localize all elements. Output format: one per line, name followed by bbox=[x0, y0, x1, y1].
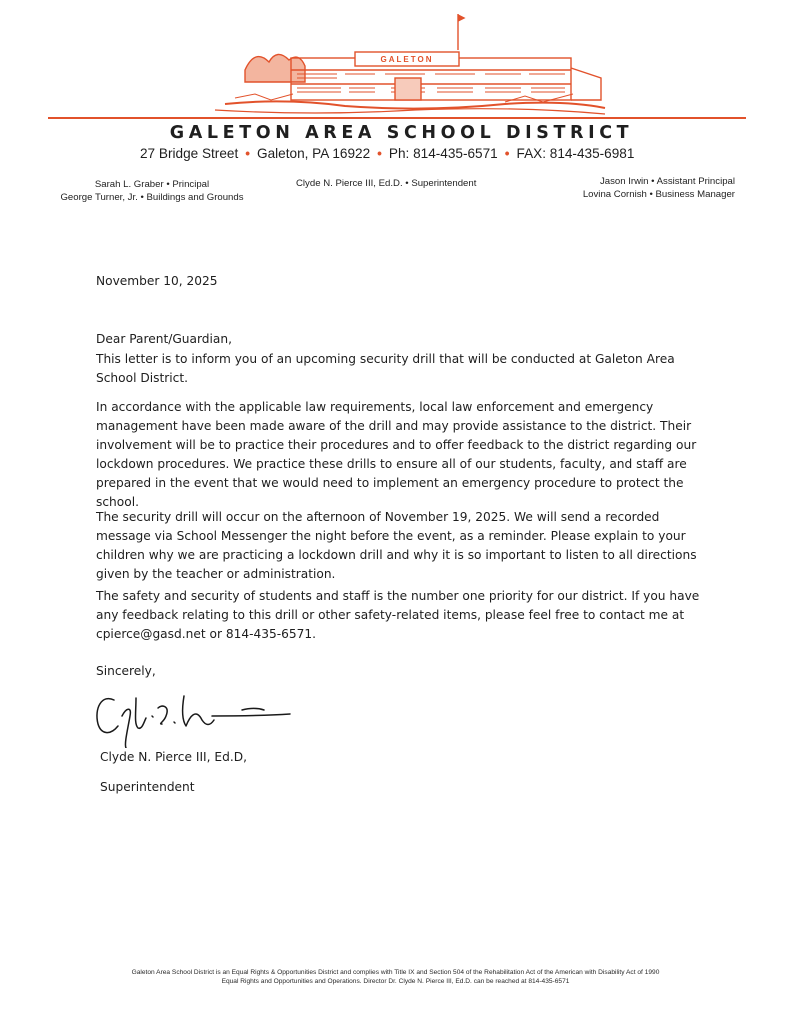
footer-line-2: Equal Rights and Opportunities and Operations. Director Dr. Clyde N. Pierce III, Ed.D. can be reached at 814-435-6571 bbox=[221, 978, 570, 985]
paragraph: The safety and security of students and staff is the number one priority for our district. If you have any feedback relating to this drill or other safety-related items, please feel free to contact me at cpierce@gasd.net or 814-435-6571. bbox=[96, 589, 700, 641]
handwritten-signature-icon bbox=[92, 686, 302, 748]
bullet-icon: • bbox=[504, 146, 510, 161]
staff-superintendent: Clyde N. Pierce III, Ed.D. • Superintendent bbox=[296, 178, 477, 189]
letterhead-divider bbox=[48, 117, 746, 119]
signer-name: Clyde N. Pierce III, Ed.D, bbox=[100, 750, 247, 764]
footer-line-1: Galeton Area School District is an Equal Rights & Opportunities District and complies with Title IX and Section 504 of the Rehabilitation Act of the American with Disability Act of 1990 bbox=[131, 969, 660, 976]
svg-text:GALETON: GALETON bbox=[380, 55, 434, 64]
district-name: GALETON AREA SCHOOL DISTRICT bbox=[169, 123, 634, 143]
address-fax: FAX: 814-435-6981 bbox=[516, 146, 635, 161]
footer-disclaimer bbox=[0, 968, 791, 986]
bullet-icon: • bbox=[377, 146, 382, 161]
staff-assistant-principal: Jason Irwin • Assistant Principal bbox=[599, 176, 735, 187]
staff-principal: Sarah L. Graber • Principal bbox=[94, 179, 210, 190]
bullet-icon: • bbox=[245, 146, 251, 161]
paragraph: In accordance with the applicable law requirements, local law enforcement and emergency management have been made aware of the drill and may provide assistance to the district. Their involvement will be to practice their procedures and to offer feedback to the district regarding our lockdown procedures. We practice these drills to ensure all of our students, faculty, and staff are prepared in the event that we would need to implement an emergency procedure to protect the school. bbox=[96, 400, 697, 509]
address-line bbox=[140, 146, 700, 161]
salutation: Dear Parent/Guardian, bbox=[96, 332, 232, 346]
address-phone: Ph: 814-435-6571 bbox=[388, 146, 498, 161]
signer-title: Superintendent bbox=[100, 780, 195, 794]
staff-buildings-grounds: George Turner, Jr. • Buildings and Grounds bbox=[60, 192, 244, 203]
address-street: 27 Bridge Street bbox=[140, 146, 239, 161]
letterhead bbox=[0, 0, 791, 210]
staff-business-manager: Lovina Cornish • Business Manager bbox=[582, 189, 735, 200]
staff-list-left bbox=[52, 178, 252, 204]
school-building-drawing-icon bbox=[205, 12, 615, 118]
closing: Sincerely, bbox=[96, 664, 156, 678]
address-city: Galeton, PA 16922 bbox=[257, 146, 371, 161]
letter-date: November 10, 2025 bbox=[96, 274, 218, 288]
paragraph: This letter is to inform you of an upcoming security drill that will be conducted at Galeton Area School District. bbox=[96, 352, 675, 385]
paragraph: The security drill will occur on the afternoon of November 19, 2025. We will send a recorded message via School Messenger the night before the event, as a reminder. Please explain to your children why we are practicing a lockdown drill and why it is so important to listen to all directions given by the teacher or administration. bbox=[96, 510, 697, 581]
staff-list-right bbox=[565, 175, 735, 201]
